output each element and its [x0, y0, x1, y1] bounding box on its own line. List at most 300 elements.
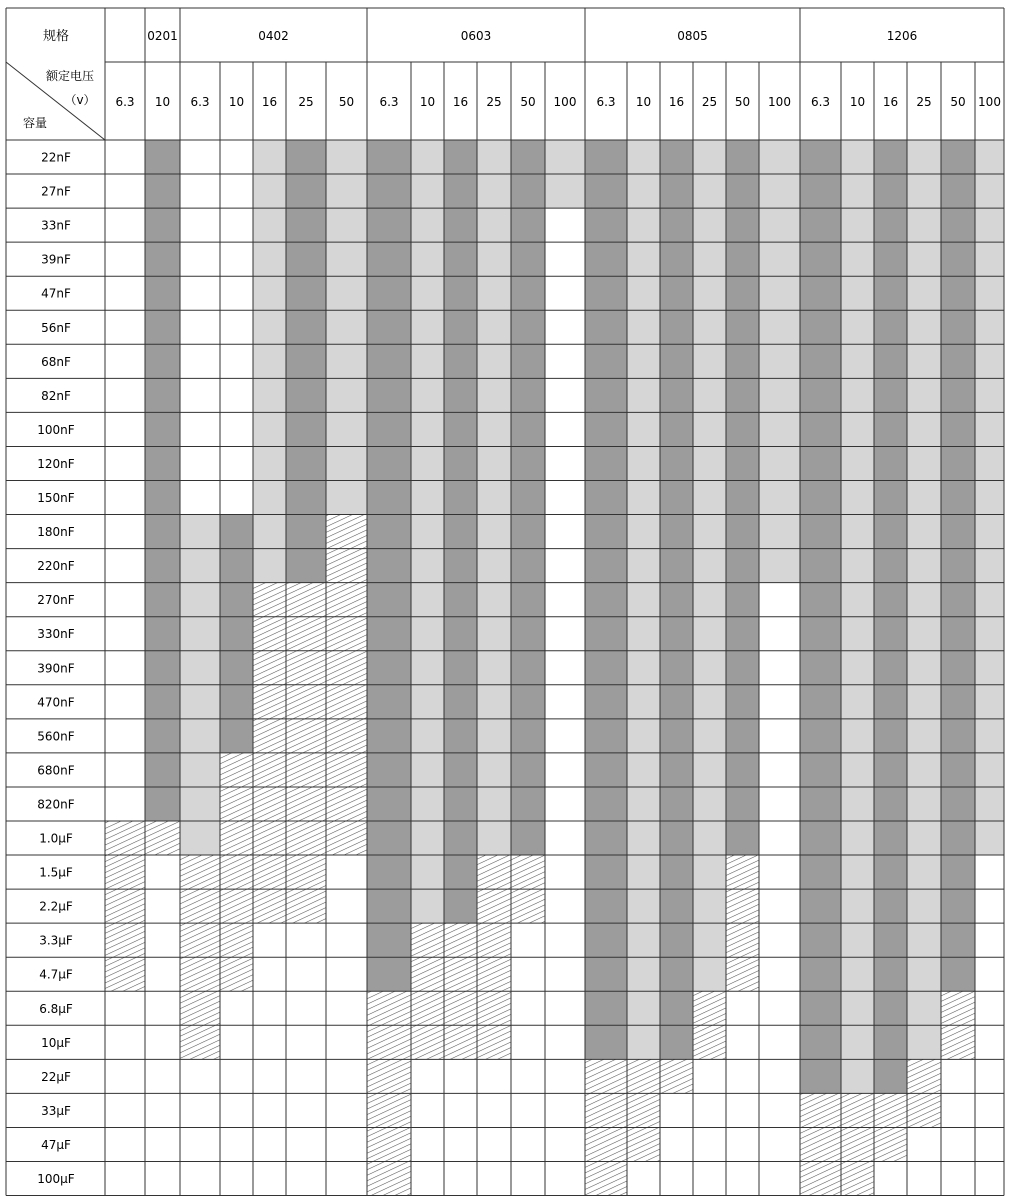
grid-cell	[220, 889, 253, 923]
grid-cell	[800, 344, 841, 378]
grid-cell	[286, 446, 326, 480]
grid-cell	[907, 242, 941, 276]
grid-cell	[545, 310, 585, 344]
grid-cell	[220, 276, 253, 310]
grid-cell	[841, 1127, 874, 1161]
grid-cell	[180, 140, 220, 174]
grid-cell	[660, 174, 693, 208]
grid-cell	[444, 174, 477, 208]
grid-cell	[253, 140, 286, 174]
grid-cell	[975, 1093, 1004, 1127]
grid-cell	[180, 583, 220, 617]
grid-cell	[841, 344, 874, 378]
grid-cell	[660, 957, 693, 991]
grid-cell	[941, 446, 975, 480]
grid-cell	[367, 481, 411, 515]
grid-cell	[105, 753, 145, 787]
grid-cell	[693, 378, 726, 412]
grid-cell	[253, 821, 286, 855]
grid-cell	[477, 140, 511, 174]
grid-cell	[180, 651, 220, 685]
grid-cell	[511, 446, 545, 480]
grid-cell	[800, 1162, 841, 1196]
grid-cell	[975, 344, 1004, 378]
grid-cell	[693, 412, 726, 446]
grid-cell	[286, 310, 326, 344]
grid-cell	[105, 481, 145, 515]
grid-cell	[411, 140, 444, 174]
grid-cell	[759, 991, 800, 1025]
grid-cell	[693, 957, 726, 991]
package-size-header: 0402	[258, 29, 289, 43]
grid-cell	[660, 855, 693, 889]
grid-cell	[627, 957, 660, 991]
grid-cell	[874, 174, 907, 208]
capacitance-row-label: 39nF	[41, 252, 71, 267]
grid-cell	[411, 378, 444, 412]
capacitance-row-label: 56nF	[41, 320, 71, 335]
grid-cell	[444, 957, 477, 991]
grid-cell	[444, 617, 477, 651]
grid-cell	[660, 753, 693, 787]
grid-cell	[477, 208, 511, 242]
grid-cell	[145, 242, 180, 276]
grid-cell	[220, 1162, 253, 1196]
grid-cell	[627, 1127, 660, 1161]
grid-cell	[693, 1127, 726, 1161]
voltage-header: 50	[950, 95, 966, 109]
grid-cell	[411, 583, 444, 617]
grid-cell	[411, 1162, 444, 1196]
spec-header-label: 规格	[42, 29, 70, 44]
grid-cell	[326, 583, 367, 617]
grid-cell	[975, 1059, 1004, 1093]
grid-cell	[253, 685, 286, 719]
grid-cell	[693, 753, 726, 787]
capacitance-row-label: 2.2μF	[39, 899, 73, 914]
grid-cell	[411, 821, 444, 855]
voltage-header: 16	[668, 95, 685, 109]
grid-cell	[105, 617, 145, 651]
grid-cell	[367, 446, 411, 480]
grid-cell	[253, 276, 286, 310]
grid-cell	[253, 855, 286, 889]
grid-cell	[941, 549, 975, 583]
grid-cell	[545, 651, 585, 685]
grid-cell	[511, 1162, 545, 1196]
grid-cell	[726, 1025, 759, 1059]
grid-cell	[975, 1025, 1004, 1059]
grid-cell	[693, 515, 726, 549]
grid-cell	[477, 446, 511, 480]
grid-cell	[726, 344, 759, 378]
grid-cell	[444, 515, 477, 549]
grid-cell	[286, 923, 326, 957]
grid-cell	[220, 1127, 253, 1161]
grid-cell	[693, 344, 726, 378]
grid-cell	[800, 753, 841, 787]
grid-cell	[367, 242, 411, 276]
grid-cell	[585, 583, 627, 617]
grid-cell	[367, 140, 411, 174]
grid-cell	[907, 174, 941, 208]
grid-cell	[693, 1059, 726, 1093]
grid-cell	[975, 446, 1004, 480]
grid-cell	[759, 446, 800, 480]
grid-cell	[477, 276, 511, 310]
grid-cell	[545, 753, 585, 787]
grid-cell	[253, 378, 286, 412]
grid-cell	[907, 208, 941, 242]
grid-cell	[759, 344, 800, 378]
grid-cell	[286, 1059, 326, 1093]
grid-cell	[627, 174, 660, 208]
grid-cell	[180, 1093, 220, 1127]
grid-cell	[759, 685, 800, 719]
grid-cell	[660, 1059, 693, 1093]
grid-cell	[941, 515, 975, 549]
grid-cell	[367, 310, 411, 344]
voltage-header: 25	[701, 95, 718, 109]
grid-cell	[180, 889, 220, 923]
grid-cell	[975, 310, 1004, 344]
grid-cell	[326, 276, 367, 310]
grid-cell	[253, 208, 286, 242]
grid-cell	[477, 1162, 511, 1196]
grid-cell	[800, 412, 841, 446]
grid-cell	[800, 174, 841, 208]
grid-cell	[145, 276, 180, 310]
grid-cell	[759, 617, 800, 651]
grid-cell	[585, 1059, 627, 1093]
grid-cell	[367, 651, 411, 685]
grid-cell	[941, 1025, 975, 1059]
grid-cell	[841, 1093, 874, 1127]
voltage-header: 10	[228, 95, 245, 109]
grid-cell	[660, 276, 693, 310]
grid-cell	[180, 242, 220, 276]
grid-cell	[975, 583, 1004, 617]
grid-cell	[800, 1025, 841, 1059]
grid-cell	[800, 481, 841, 515]
grid-cell	[145, 549, 180, 583]
grid-cell	[759, 140, 800, 174]
grid-cell	[907, 1025, 941, 1059]
grid-cell	[253, 617, 286, 651]
grid-cell	[477, 1093, 511, 1127]
grid-cell	[253, 923, 286, 957]
grid-cell	[660, 889, 693, 923]
grid-cell	[444, 446, 477, 480]
grid-cell	[286, 583, 326, 617]
grid-cell	[326, 549, 367, 583]
package-size-header: 0805	[677, 29, 708, 43]
grid-cell	[105, 549, 145, 583]
grid-cell	[759, 515, 800, 549]
grid-cell	[693, 651, 726, 685]
grid-cell	[941, 412, 975, 446]
grid-cell	[907, 515, 941, 549]
capacitance-row-label: 180nF	[37, 525, 75, 540]
grid-cell	[975, 651, 1004, 685]
grid-cell	[800, 889, 841, 923]
grid-cell	[477, 242, 511, 276]
grid-cell	[220, 140, 253, 174]
grid-cell	[477, 1127, 511, 1161]
grid-cell	[759, 1093, 800, 1127]
grid-cell	[180, 957, 220, 991]
grid-cell	[545, 242, 585, 276]
grid-cell	[511, 481, 545, 515]
grid-cell	[180, 276, 220, 310]
grid-cell	[941, 719, 975, 753]
grid-cell	[627, 617, 660, 651]
grid-cell	[511, 651, 545, 685]
grid-cell	[585, 787, 627, 821]
grid-cell	[841, 923, 874, 957]
grid-cell	[874, 889, 907, 923]
grid-cell	[411, 787, 444, 821]
grid-cell	[367, 957, 411, 991]
grid-cell	[800, 855, 841, 889]
grid-cell	[545, 140, 585, 174]
grid-cell	[726, 1093, 759, 1127]
package-size-header: 1206	[886, 29, 918, 43]
grid-cell	[693, 991, 726, 1025]
grid-cell	[286, 617, 326, 651]
grid-cell	[367, 753, 411, 787]
grid-cell	[841, 821, 874, 855]
grid-cell	[874, 583, 907, 617]
grid-cell	[800, 1093, 841, 1127]
grid-cell	[444, 583, 477, 617]
grid-cell	[253, 1059, 286, 1093]
voltage-header: 10	[154, 95, 171, 109]
grid-cell	[545, 412, 585, 446]
grid-cell	[800, 923, 841, 957]
grid-cell	[759, 855, 800, 889]
grid-cell	[105, 685, 145, 719]
grid-cell	[874, 515, 907, 549]
grid-cell	[800, 685, 841, 719]
grid-cell	[841, 242, 874, 276]
grid-cell	[286, 651, 326, 685]
grid-cell	[477, 889, 511, 923]
grid-cell	[511, 1059, 545, 1093]
grid-cell	[220, 515, 253, 549]
voltage-header: 6.3	[810, 95, 831, 109]
grid-cell	[627, 1059, 660, 1093]
grid-cell	[841, 1059, 874, 1093]
grid-cell	[941, 991, 975, 1025]
grid-cell	[941, 583, 975, 617]
grid-cell	[800, 515, 841, 549]
grid-cell	[326, 344, 367, 378]
grid-cell	[627, 651, 660, 685]
grid-cell	[585, 617, 627, 651]
grid-cell	[180, 208, 220, 242]
grid-cell	[585, 174, 627, 208]
grid-cell	[286, 208, 326, 242]
grid-cell	[693, 242, 726, 276]
grid-cell	[941, 617, 975, 651]
voltage-unit-label: （v）	[64, 93, 96, 107]
grid-cell	[907, 787, 941, 821]
grid-cell	[841, 1025, 874, 1059]
grid-cell	[367, 617, 411, 651]
grid-cell	[105, 446, 145, 480]
grid-cell	[105, 242, 145, 276]
voltage-header: 16	[452, 95, 469, 109]
grid-cell	[411, 889, 444, 923]
grid-cell	[105, 923, 145, 957]
capacitance-row-label: 33nF	[41, 218, 71, 233]
grid-cell	[511, 889, 545, 923]
capacitance-row-label: 270nF	[37, 593, 75, 608]
grid-cell	[511, 378, 545, 412]
grid-cell	[759, 957, 800, 991]
grid-cell	[874, 1059, 907, 1093]
grid-cell	[841, 753, 874, 787]
voltage-header: 6.3	[115, 95, 135, 109]
grid-cell	[907, 1127, 941, 1161]
grid-cell	[627, 446, 660, 480]
grid-cell	[105, 1127, 145, 1161]
grid-cell	[145, 719, 180, 753]
grid-cell	[444, 1059, 477, 1093]
grid-cell	[874, 276, 907, 310]
grid-cell	[253, 1025, 286, 1059]
grid-cell	[585, 481, 627, 515]
grid-cell	[367, 412, 411, 446]
grid-cell	[545, 617, 585, 651]
grid-cell	[444, 1162, 477, 1196]
capacitance-row-label: 100μF	[37, 1172, 75, 1187]
grid-cell	[411, 923, 444, 957]
grid-cell	[367, 174, 411, 208]
grid-cell	[841, 174, 874, 208]
grid-cell	[511, 174, 545, 208]
grid-cell	[145, 583, 180, 617]
grid-cell	[660, 412, 693, 446]
grid-cell	[326, 310, 367, 344]
grid-cell	[220, 549, 253, 583]
grid-cell	[585, 412, 627, 446]
grid-cell	[545, 821, 585, 855]
grid-cell	[759, 481, 800, 515]
grid-cell	[444, 208, 477, 242]
grid-cell	[511, 753, 545, 787]
grid-cell	[907, 549, 941, 583]
grid-cell	[693, 923, 726, 957]
grid-cell	[411, 242, 444, 276]
grid-cell	[759, 242, 800, 276]
grid-cell	[841, 787, 874, 821]
grid-cell	[545, 1093, 585, 1127]
grid-cell	[800, 378, 841, 412]
grid-cell	[726, 174, 759, 208]
voltage-header: 100	[768, 95, 791, 109]
grid-cell	[105, 957, 145, 991]
grid-cell	[105, 378, 145, 412]
grid-cell	[444, 1127, 477, 1161]
grid-cell	[545, 174, 585, 208]
capacitance-row-label: 47nF	[41, 286, 71, 301]
grid-cell	[105, 991, 145, 1025]
grid-cell	[874, 957, 907, 991]
grid-cell	[180, 1127, 220, 1161]
grid-cell	[411, 174, 444, 208]
grid-cell	[180, 344, 220, 378]
grid-cell	[145, 753, 180, 787]
grid-cell	[477, 923, 511, 957]
grid-cell	[411, 481, 444, 515]
grid-cell	[545, 719, 585, 753]
grid-cell	[627, 1093, 660, 1127]
grid-cell	[627, 753, 660, 787]
grid-cell	[726, 1059, 759, 1093]
grid-cell	[326, 1127, 367, 1161]
grid-cell	[907, 583, 941, 617]
capacitance-row-label: 330nF	[37, 627, 75, 642]
grid-cell	[545, 1059, 585, 1093]
grid-cell	[907, 719, 941, 753]
grid-cell	[660, 1127, 693, 1161]
grid-cell	[105, 583, 145, 617]
grid-cell	[145, 1162, 180, 1196]
grid-cell	[975, 412, 1004, 446]
grid-cell	[693, 787, 726, 821]
grid-cell	[326, 889, 367, 923]
grid-cell	[326, 991, 367, 1025]
grid-cell	[585, 140, 627, 174]
grid-cell	[411, 855, 444, 889]
grid-cell	[511, 412, 545, 446]
grid-cell	[326, 242, 367, 276]
grid-cell	[660, 481, 693, 515]
grid-cell	[411, 1093, 444, 1127]
grid-cell	[585, 651, 627, 685]
grid-cell	[367, 821, 411, 855]
grid-cell	[627, 310, 660, 344]
grid-cell	[220, 412, 253, 446]
grid-cell	[477, 174, 511, 208]
grid-cell	[941, 378, 975, 412]
grid-cell	[585, 208, 627, 242]
grid-cell	[286, 821, 326, 855]
grid-cell	[941, 140, 975, 174]
grid-cell	[253, 242, 286, 276]
grid-cell	[511, 957, 545, 991]
voltage-header: 25	[298, 95, 314, 109]
grid-cell	[759, 378, 800, 412]
grid-cell	[511, 549, 545, 583]
grid-cell	[367, 719, 411, 753]
grid-cell	[660, 651, 693, 685]
capacitance-row-label: 4.7μF	[39, 967, 73, 982]
grid-cell	[511, 515, 545, 549]
grid-cell	[585, 855, 627, 889]
grid-cell	[180, 991, 220, 1025]
grid-cell	[180, 617, 220, 651]
grid-cell	[367, 583, 411, 617]
grid-cell	[367, 1127, 411, 1161]
capacitance-row-label: 470nF	[37, 695, 75, 710]
grid-cell	[326, 1059, 367, 1093]
grid-cell	[693, 140, 726, 174]
grid-cell	[975, 821, 1004, 855]
grid-cell	[286, 276, 326, 310]
